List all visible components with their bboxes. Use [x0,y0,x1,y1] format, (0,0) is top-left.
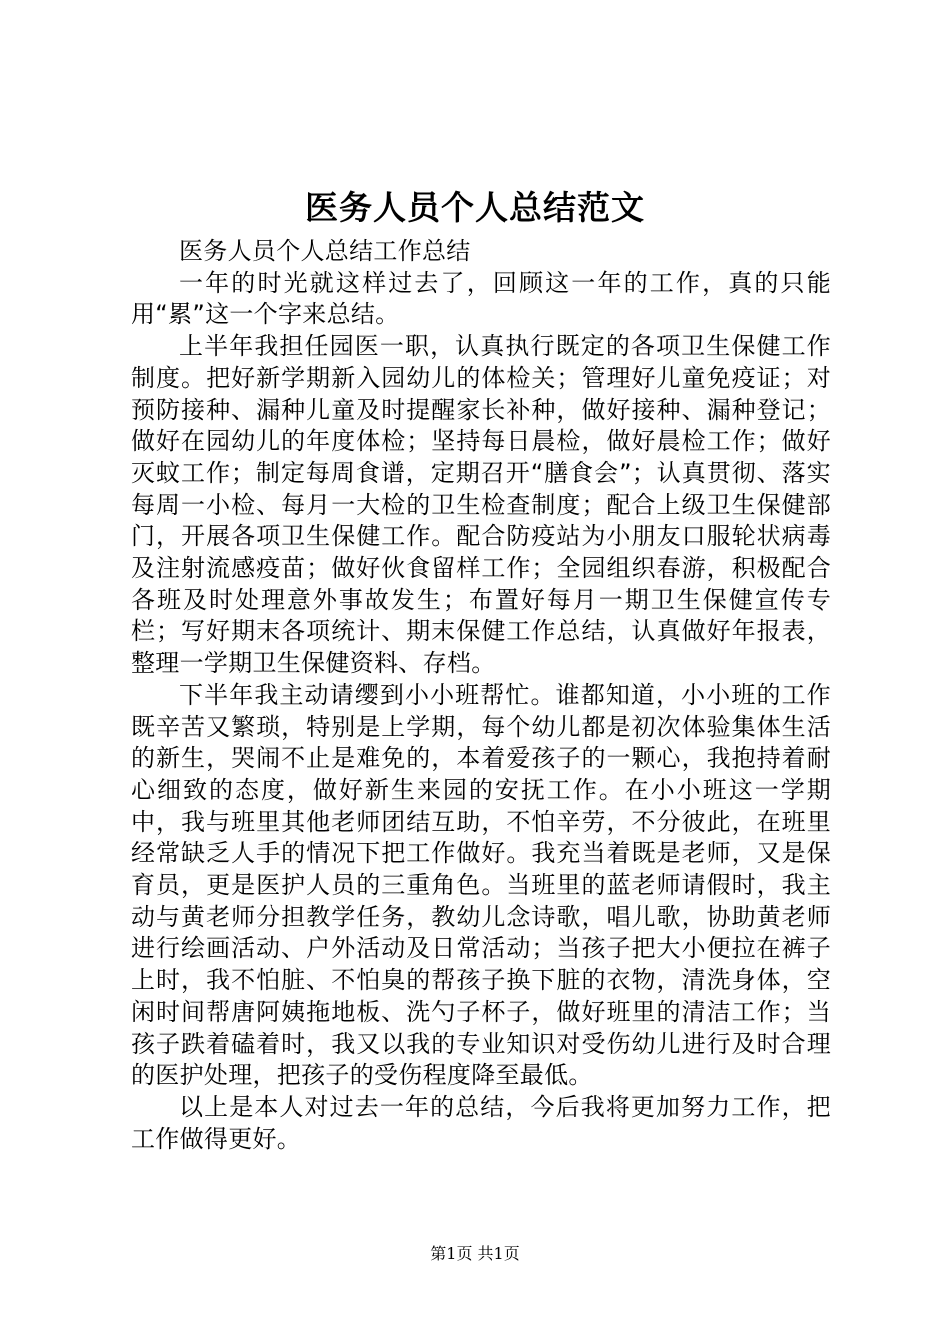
document-body [131,236,831,1155]
intro-paragraph: 一年的时光就这样过去了，回顾这一年的工作，真的只能用“累”这一个字来总结。 [131,268,831,329]
page-number-footer: 第1页 共1页 [430,1244,520,1263]
first-half-year-paragraph: 上半年我担任园医一职，认真执行既定的各项卫生保健工作制度。把好新学期新入园幼儿的体检关；管理好儿童免疫证；对预防接种、漏种儿童及时提醒家长补种，做好接种、漏种登记；做好在园幼儿的年度体检；坚持每日晨检，做好晨检工作；做好灭蚊工作；制定每周食谱，定期召开“膳食会”；认真贯彻、落实每周一小检、每月一大检的卫生检查制度；配合上级卫生保健部门，开展各项卫生保健工作。配合防疫站为小朋友口服轮状病毒及注射流感疫苗；做好伙食留样工作；全园组织春游，积极配合各班及时处理意外事故发生；布置好每月一期卫生保健宣传专栏；写好期末各项统计、期末保健工作总结，认真做好年报表，整理一学期卫生保健资料、存档。 [131,332,831,678]
subtitle-paragraph: 医务人员个人总结工作总结 [179,237,471,265]
second-half-year-paragraph: 下半年我主动请缨到小小班帮忙。谁都知道，小小班的工作既辛苦又繁琐，特别是上学期，每个幼儿都是初次体验集体生活的新生，哭闹不止是难免的，本着爱孩子的一颗心，我抱持着耐心细致的态度，做好新生来园的安抚工作。在小小班这一学期中，我与班里其他老师团结互助，不怕辛劳，不分彼此，在班里经常缺乏人手的情况下把工作做好。我充当着既是老师，又是保育员，更是医护人员的三重角色。当班里的蓝老师请假时，我主动与黄老师分担教学任务，教幼儿念诗歌，唱儿歌，协助黄老师进行绘画活动、户外活动及日常活动；当孩子把大小便拉在裤子上时，我不怕脏、不怕臭的帮孩子换下脏的衣物，清洗身体，空闲时间帮唐阿姨拖地板、洗勺子杯子，做好班里的清洁工作；当孩子跌着磕着时，我又以我的专业知识对受伤幼儿进行及时合理的医护处理，把孩子的受伤程度降至最低。 [131,680,831,1090]
document-title: 医务人员个人总结范文 [305,188,645,227]
conclusion-paragraph: 以上是本人对过去一年的总结，今后我将更加努力工作，把工作做得更好。 [131,1092,831,1153]
